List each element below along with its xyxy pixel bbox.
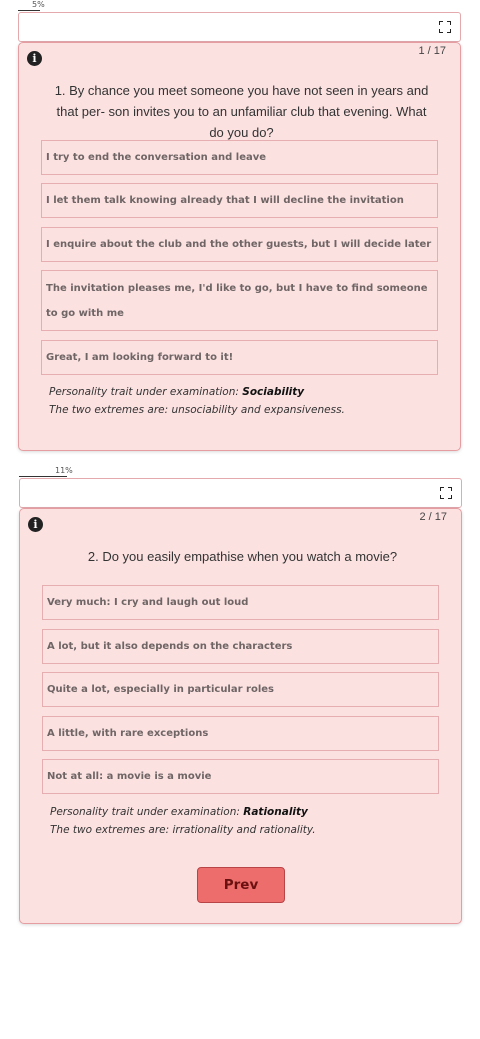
- answer-option[interactable]: [42, 672, 439, 707]
- trait-info: [49, 383, 345, 419]
- progress-label: 5%: [32, 0, 45, 9]
- answer-option-label: I enquire about the club and the other guests, but I will decide later: [46, 239, 432, 250]
- answer-option-label: Not at all: a movie is a movie: [47, 771, 212, 782]
- answer-option-label: I try to end the conversation and leave: [46, 152, 267, 163]
- fullscreen-icon[interactable]: [440, 487, 452, 499]
- answer-option[interactable]: [41, 270, 438, 331]
- trait-extremes: The two extremes are: unsociability and expansiveness.: [49, 404, 345, 416]
- progress-bar: [18, 10, 40, 11]
- question-card: [19, 508, 462, 924]
- trait-name: Rationality: [243, 806, 308, 818]
- answer-option[interactable]: [41, 340, 438, 375]
- question-counter: 2 / 17: [419, 511, 447, 523]
- prev-button[interactable]: Prev: [197, 867, 285, 903]
- answer-option-label: The invitation pleases me, I'd like to go, but I have to find someone to go with me: [46, 282, 428, 319]
- question-card: [18, 42, 461, 451]
- progress-bar: [19, 476, 67, 477]
- trait-info: [50, 803, 316, 839]
- trait-prefix: Personality trait under examination:: [50, 806, 240, 818]
- trait-extremes: The two extremes are: irrationality and rationality.: [50, 824, 316, 836]
- question-text: 1. By chance you meet someone you have not seen in years and that per- son invites you to an unfamiliar club that evening. What do you do?: [54, 83, 429, 140]
- trait-name: Sociability: [242, 386, 305, 398]
- info-icon[interactable]: i: [27, 51, 42, 66]
- answer-option[interactable]: [42, 585, 439, 620]
- answer-option[interactable]: [41, 227, 438, 262]
- answer-option[interactable]: [41, 140, 438, 175]
- question-counter: 1 / 17: [418, 45, 446, 57]
- answer-option-label: A lot, but it also depends on the characters: [47, 641, 293, 652]
- answer-option[interactable]: [42, 629, 439, 664]
- answer-option-label: Great, I am looking forward to it!: [46, 352, 234, 363]
- quiz-block-2: [19, 466, 462, 924]
- progress-indicator: [18, 0, 461, 12]
- answer-option-label: I let them talk knowing already that I will decline the invitation: [46, 195, 404, 206]
- answer-option-label: Very much: I cry and laugh out loud: [47, 597, 249, 608]
- fullscreen-icon[interactable]: [439, 21, 451, 33]
- trait-prefix: Personality trait under examination:: [49, 386, 239, 398]
- answer-option-label: A little, with rare exceptions: [47, 728, 209, 739]
- info-icon[interactable]: i: [28, 517, 43, 532]
- question-toolbar: [19, 478, 462, 508]
- question-text: 2. Do you easily empathise when you watch a movie?: [87, 549, 398, 564]
- progress-indicator: [19, 466, 462, 478]
- answer-option[interactable]: [42, 716, 439, 751]
- question-toolbar: [18, 12, 461, 42]
- answer-option-label: Quite a lot, especially in particular roles: [47, 684, 274, 695]
- quiz-block-1: [18, 0, 461, 451]
- answer-option[interactable]: [42, 759, 439, 794]
- progress-label: 11%: [55, 466, 73, 475]
- answer-option[interactable]: [41, 183, 438, 218]
